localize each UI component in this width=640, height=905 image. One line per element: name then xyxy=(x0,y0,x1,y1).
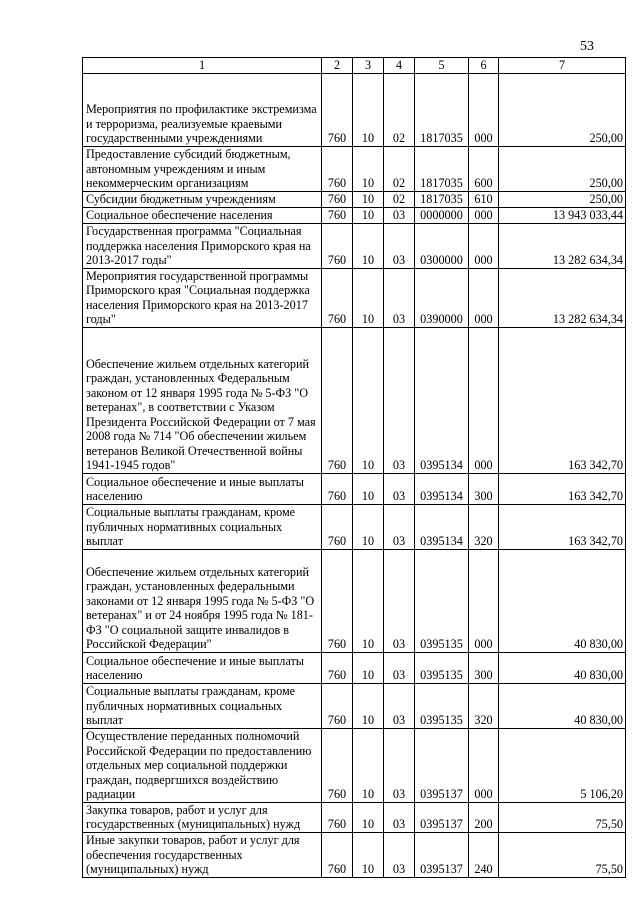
row-type-cell: 320 xyxy=(469,683,499,728)
row-target-cell: 0395137 xyxy=(415,832,469,877)
row-type-cell: 000 xyxy=(469,327,499,473)
table-row xyxy=(83,832,626,877)
row-subsection-cell: 03 xyxy=(384,504,415,549)
row-type-cell: 200 xyxy=(469,802,499,832)
header-cell-5: 5 xyxy=(415,58,469,74)
row-name-cell: Социальные выплаты гражданам, кроме публичных нормативных социальных выплат xyxy=(83,504,322,549)
row-section-cell: 10 xyxy=(353,207,384,223)
row-section-cell: 10 xyxy=(353,652,384,683)
budget-table xyxy=(82,57,626,878)
row-target-cell: 0395134 xyxy=(415,473,469,504)
table-row xyxy=(83,473,626,504)
row-amount-cell: 40 830,00 xyxy=(499,549,626,652)
row-name-cell: Иные закупки товаров, работ и услуг для обеспечения государственных (муниципальных) нужд xyxy=(83,832,322,877)
row-subsection-cell: 03 xyxy=(384,327,415,473)
table-row xyxy=(83,683,626,728)
row-name-cell: Социальное обеспечение и иные выплаты населению xyxy=(83,652,322,683)
row-amount-cell: 13 943 033,44 xyxy=(499,207,626,223)
row-name-cell: Обеспечение жильем отдельных категорий граждан, установленных Федеральным законом от 12 января 1995 года № 5-ФЗ "О ветеранах", в соответствии с Указом Президента Российской Федерации от 7 мая 2008 года № 714 "Об обеспечении жильем ветеранов Великой Отечественной войны 1941-1945 годов" xyxy=(83,327,322,473)
row-code-cell: 760 xyxy=(322,223,353,268)
row-target-cell: 1817035 xyxy=(415,191,469,207)
row-section-cell: 10 xyxy=(353,549,384,652)
row-code-cell: 760 xyxy=(322,191,353,207)
row-section-cell: 10 xyxy=(353,802,384,832)
row-code-cell: 760 xyxy=(322,207,353,223)
row-section-cell: 10 xyxy=(353,268,384,327)
row-subsection-cell: 03 xyxy=(384,223,415,268)
row-name-cell: Осуществление переданных полномочий Российской Федерации по предоставлению отдельных мер социальной поддержки граждан, подвергшихся воздействию радиации xyxy=(83,728,322,802)
row-section-cell: 10 xyxy=(353,146,384,191)
row-section-cell: 10 xyxy=(353,504,384,549)
row-type-cell: 000 xyxy=(469,728,499,802)
row-amount-cell: 13 282 634,34 xyxy=(499,268,626,327)
row-code-cell: 760 xyxy=(322,549,353,652)
row-section-cell: 10 xyxy=(353,683,384,728)
table-row xyxy=(83,728,626,802)
header-cell-1: 1 xyxy=(83,58,322,74)
row-amount-cell: 75,50 xyxy=(499,832,626,877)
row-name-cell: Мероприятия государственной программы Приморского края "Социальная поддержка населения Приморского края на 2013-2017 годы" xyxy=(83,268,322,327)
row-name-cell: Государственная программа "Социальная поддержка населения Приморского края на 2013-2017 годы" xyxy=(83,223,322,268)
row-name-cell: Предоставление субсидий бюджетным, автономным учреждениям и иным некоммерческим организациям xyxy=(83,146,322,191)
table-row xyxy=(83,146,626,191)
row-subsection-cell: 03 xyxy=(384,683,415,728)
row-amount-cell: 5 106,20 xyxy=(499,728,626,802)
row-target-cell: 0395135 xyxy=(415,549,469,652)
row-amount-cell: 75,50 xyxy=(499,802,626,832)
row-subsection-cell: 03 xyxy=(384,549,415,652)
row-name-cell: Субсидии бюджетным учреждениям xyxy=(83,191,322,207)
row-code-cell: 760 xyxy=(322,73,353,146)
header-cell-3: 3 xyxy=(353,58,384,74)
row-type-cell: 320 xyxy=(469,504,499,549)
row-code-cell: 760 xyxy=(322,327,353,473)
row-code-cell: 760 xyxy=(322,473,353,504)
row-section-cell: 10 xyxy=(353,473,384,504)
row-amount-cell: 250,00 xyxy=(499,191,626,207)
row-section-cell: 10 xyxy=(353,728,384,802)
row-name-cell: Обеспечение жильем отдельных категорий граждан, установленных федеральными законами от 12 января 1995 года № 5-ФЗ "О ветеранах" и от 24 ноября 1995 года № 181-ФЗ "О социальной защите инвалидов в Российской Федерации" xyxy=(83,549,322,652)
row-name-cell: Мероприятия по профилактике экстремизма и терроризма, реализуемые краевыми государственными учреждениями xyxy=(83,73,322,146)
row-subsection-cell: 03 xyxy=(384,473,415,504)
row-code-cell: 760 xyxy=(322,832,353,877)
row-subsection-cell: 03 xyxy=(384,268,415,327)
row-code-cell: 760 xyxy=(322,728,353,802)
row-section-cell: 10 xyxy=(353,191,384,207)
row-type-cell: 240 xyxy=(469,832,499,877)
row-amount-cell: 250,00 xyxy=(499,73,626,146)
row-subsection-cell: 02 xyxy=(384,191,415,207)
row-type-cell: 300 xyxy=(469,473,499,504)
row-amount-cell: 250,00 xyxy=(499,146,626,191)
header-cell-2: 2 xyxy=(322,58,353,74)
row-target-cell: 0395135 xyxy=(415,652,469,683)
row-target-cell: 1817035 xyxy=(415,146,469,191)
row-name-cell: Социальное обеспечение населения xyxy=(83,207,322,223)
row-target-cell: 0300000 xyxy=(415,223,469,268)
table-row xyxy=(83,191,626,207)
row-section-cell: 10 xyxy=(353,832,384,877)
row-amount-cell: 13 282 634,34 xyxy=(499,223,626,268)
row-name-cell: Социальное обеспечение и иные выплаты населению xyxy=(83,473,322,504)
row-subsection-cell: 03 xyxy=(384,802,415,832)
row-name-cell: Социальные выплаты гражданам, кроме публичных нормативных социальных выплат xyxy=(83,683,322,728)
header-cell-4: 4 xyxy=(384,58,415,74)
row-section-cell: 10 xyxy=(353,223,384,268)
row-target-cell: 0390000 xyxy=(415,268,469,327)
table-row xyxy=(83,652,626,683)
row-code-cell: 760 xyxy=(322,652,353,683)
row-code-cell: 760 xyxy=(322,683,353,728)
row-section-cell: 10 xyxy=(353,327,384,473)
header-cell-6: 6 xyxy=(469,58,499,74)
table-row xyxy=(83,549,626,652)
row-amount-cell: 163 342,70 xyxy=(499,327,626,473)
row-code-cell: 760 xyxy=(322,802,353,832)
row-subsection-cell: 03 xyxy=(384,652,415,683)
row-subsection-cell: 02 xyxy=(384,146,415,191)
row-amount-cell: 40 830,00 xyxy=(499,683,626,728)
row-amount-cell: 163 342,70 xyxy=(499,504,626,549)
row-subsection-cell: 03 xyxy=(384,832,415,877)
row-target-cell: 1817035 xyxy=(415,73,469,146)
row-type-cell: 000 xyxy=(469,73,499,146)
row-target-cell: 0395134 xyxy=(415,504,469,549)
row-name-cell: Закупка товаров, работ и услуг для государственных (муниципальных) нужд xyxy=(83,802,322,832)
row-section-cell: 10 xyxy=(353,73,384,146)
table-row xyxy=(83,73,626,146)
row-code-cell: 760 xyxy=(322,146,353,191)
row-target-cell: 0395137 xyxy=(415,728,469,802)
row-amount-cell: 40 830,00 xyxy=(499,652,626,683)
table-row xyxy=(83,207,626,223)
row-subsection-cell: 02 xyxy=(384,73,415,146)
row-amount-cell: 163 342,70 xyxy=(499,473,626,504)
table-row xyxy=(83,268,626,327)
row-target-cell: 0395135 xyxy=(415,683,469,728)
table-row xyxy=(83,802,626,832)
row-type-cell: 000 xyxy=(469,223,499,268)
budget-table-body xyxy=(83,58,626,878)
row-type-cell: 000 xyxy=(469,268,499,327)
table-row xyxy=(83,223,626,268)
row-type-cell: 610 xyxy=(469,191,499,207)
header-row xyxy=(83,58,626,74)
page-number: 53 xyxy=(580,39,594,54)
row-type-cell: 000 xyxy=(469,207,499,223)
row-type-cell: 600 xyxy=(469,146,499,191)
row-subsection-cell: 03 xyxy=(384,207,415,223)
row-target-cell: 0395134 xyxy=(415,327,469,473)
row-type-cell: 000 xyxy=(469,549,499,652)
table-row xyxy=(83,327,626,473)
row-code-cell: 760 xyxy=(322,504,353,549)
header-cell-7: 7 xyxy=(499,58,626,74)
row-target-cell: 0000000 xyxy=(415,207,469,223)
row-target-cell: 0395137 xyxy=(415,802,469,832)
row-code-cell: 760 xyxy=(322,268,353,327)
row-type-cell: 300 xyxy=(469,652,499,683)
row-subsection-cell: 03 xyxy=(384,728,415,802)
table-row xyxy=(83,504,626,549)
